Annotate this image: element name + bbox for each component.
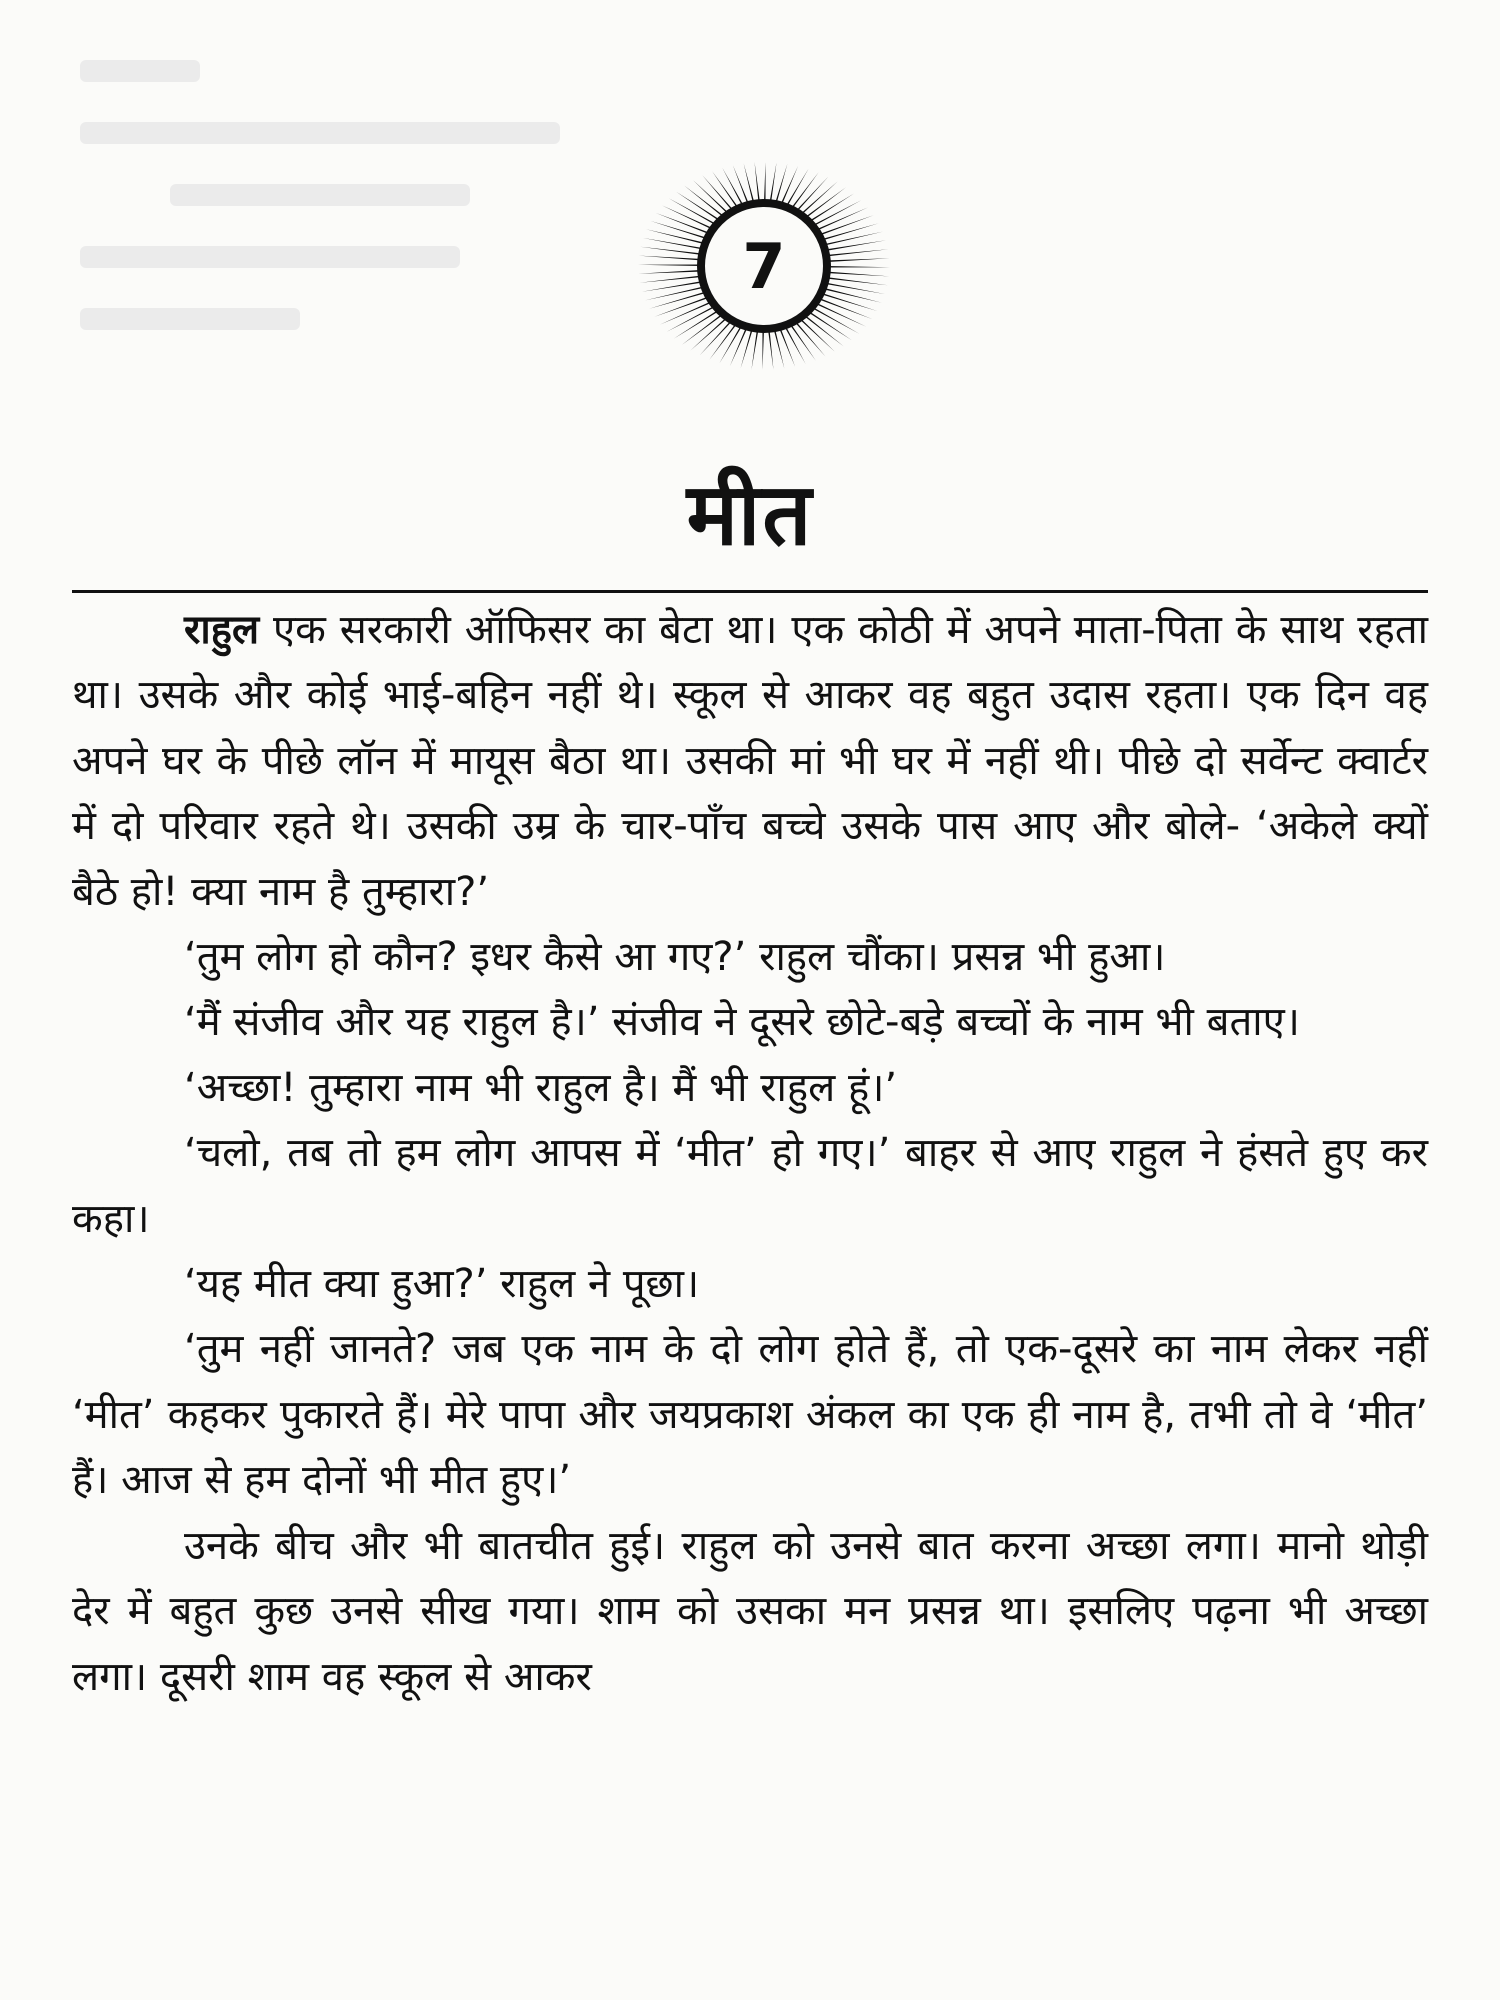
sunburst-ray: [816, 207, 868, 230]
paragraph-7: ‘तुम नहीं जानते? जब एक नाम के दो लोग होते हैं, तो एक-दूसरे का नाम लेकर नहीं ‘मीत’ कहकर पुकारते हैं। मेरे पापा और जयप्रकाश अंकल का एक ही नाम है, तभी तो वे ‘मीत’ हैं। आज से हम दोनों भी मीत हुए।’: [72, 1326, 1428, 1504]
sunburst-ray: [640, 276, 701, 283]
sunburst-ray: [639, 256, 701, 261]
sunburst-ray: [821, 293, 877, 311]
paragraph-1: [72, 598, 1428, 925]
sunburst-ray: [791, 172, 819, 208]
paragraph-6: ‘यह मीत क्या हुआ?’ राहुल ने पूछा।: [184, 1261, 700, 1308]
paragraph-3: ‘मैं संजीव और यह राहुल है।’ संजीव ने दूसरे छोटे-बड़े बच्चों के नाम भी बताए।: [184, 999, 1300, 1046]
sunburst-ray: [822, 223, 879, 240]
sunburst-ray: [709, 323, 737, 359]
sunburst-ray: [825, 283, 885, 295]
sunburst-ray: [828, 266, 890, 268]
sunburst-ray: [828, 258, 890, 262]
title-divider: [72, 590, 1428, 593]
sunburst-ray: [649, 292, 706, 309]
sunburst-ray: [824, 232, 883, 246]
sunburst-ray: [828, 272, 890, 277]
sunburst-ray: [730, 327, 748, 366]
sunburst-ray: [643, 238, 703, 250]
sunburst-ray: [804, 315, 844, 346]
sunburst-ray: [768, 330, 773, 370]
chapter-number: 7: [742, 230, 786, 303]
sunburst-ray: [660, 301, 712, 324]
chapter-badge: [634, 156, 894, 376]
sunburst-ray: [779, 328, 795, 367]
sunburst-ray: [751, 330, 758, 370]
sunburst-ray: [827, 277, 888, 285]
sunburst-ray: [770, 163, 777, 203]
lead-word: राहुल: [184, 607, 260, 653]
sunburst-ray: [662, 205, 713, 229]
sunburst-ray: [816, 303, 867, 327]
sunburst-ray: [733, 165, 749, 204]
sunburst-ray: [646, 229, 704, 244]
sunburst-emblem: [634, 156, 894, 376]
sunburst-ray: [762, 330, 764, 370]
sunburst-ray: [764, 162, 766, 202]
sunburst-ray: [645, 286, 704, 300]
sunburst-ray: [824, 288, 882, 303]
sunburst-ray: [741, 329, 753, 368]
story-body: [72, 598, 1428, 1710]
sunburst-ray: [755, 162, 760, 202]
sunburst-ray: [638, 270, 700, 274]
paragraph-4: ‘अच्छा! तुम्हारा नाम भी राहुल है। मैं भी राहुल हूं।’: [184, 1064, 898, 1111]
sunburst-ray: [640, 247, 701, 255]
sunburst-ray: [775, 164, 787, 203]
sunburst-ray: [650, 221, 706, 239]
paragraph-8: उनके बीच और भी बातचीत हुई। राहुल को उनसे बात करना अच्छा लगा। मानो थोड़ी देर में बहुत कुछ उनसे सीख गया। शाम को उसका मन प्रसन्न था। इसलिए पढ़ना भी अच्छा लगा। दूसरी शाम वह स्कूल से आकर: [72, 1522, 1428, 1700]
sunburst-ray: [781, 166, 799, 205]
paragraph-2: ‘तुम लोग हो कौन? इधर कैसे आ गए?’ राहुल चौंका। प्रसन्न भी हुआ।: [184, 934, 1166, 981]
sunburst-ray: [638, 264, 700, 266]
bleed-through-marks: [80, 60, 640, 420]
sunburst-ray: [827, 249, 888, 256]
paragraph-5: ‘चलो, तब तो हम लोग आपस में ‘मीत’ हो गए।’ बाहर से आए राहुल ने हंसते हुए कर कहा।: [72, 1130, 1428, 1242]
sunburst-ray: [684, 186, 724, 217]
paragraph-1-text: एक सरकारी ऑफिसर का बेटा था। एक कोठी में अपने माता-पिता के साथ रहता था। उसके और कोई भाई-बहिन नहीं थे। स्कूल से आकर वह बहुत उदास रहता। एक दिन वह अपने घर के पीछे लॉन में मायूस बैठा था। उसकी मां भी घर में नहीं थी। पीछे दो सर्वेन्ट क्वार्टर में दो परिवार रहते थे। उसकी उम्र के चार-पाँच बच्चे उसके पास आए और बोले- ‘अकेले क्यों बैठे हो! क्या नाम है तुम्हारा?’: [72, 607, 1428, 915]
chapter-title: मीत: [686, 465, 814, 565]
